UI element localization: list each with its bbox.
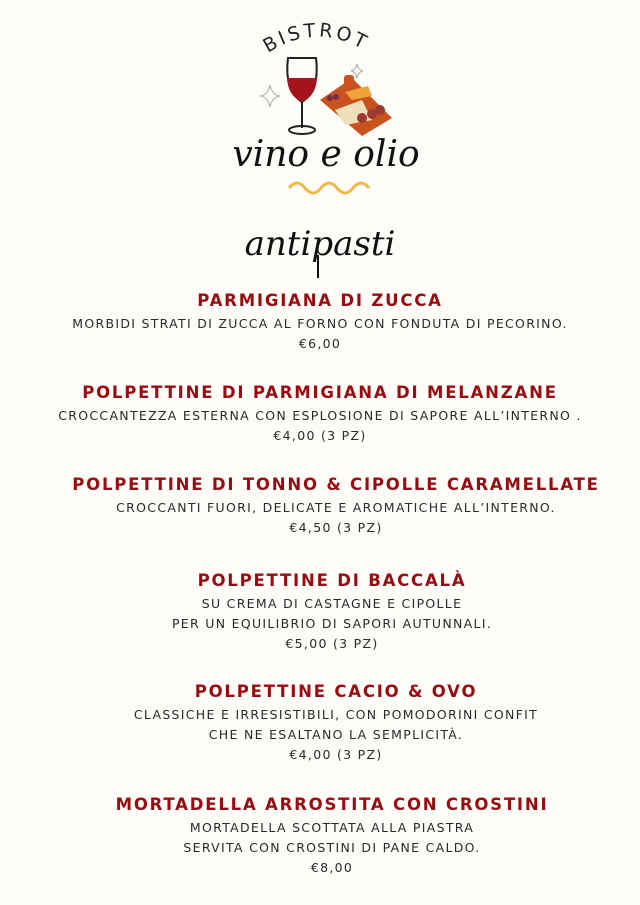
- item-title: MORTADELLA ARROSTITA CON CROSTINI: [115, 795, 549, 814]
- logo-name: vino e olio: [232, 134, 420, 175]
- menu-item: [12, 571, 640, 654]
- item-title: PARMIGIANA DI ZUCCA: [197, 291, 443, 310]
- section-title: antipasti: [244, 224, 396, 264]
- menu-item: [16, 682, 640, 765]
- charcuterie-board-icon: [320, 75, 392, 136]
- bistrot-logo: [0, 0, 640, 290]
- menu-item: [0, 383, 640, 446]
- item-title: POLPETTINE DI PARMIGIANA DI MELANZANE: [82, 383, 558, 402]
- item-description: SU CREMA DI CASTAGNE E CIPOLLE: [201, 596, 463, 611]
- item-price: €4,50 (3 PZ): [289, 520, 383, 535]
- item-price: €4,00 (3 PZ): [273, 428, 367, 443]
- menu-item: [12, 795, 640, 878]
- item-price: €6,00: [298, 336, 342, 351]
- item-description: MORTADELLA SCOTTATA ALLA PIASTRA: [189, 820, 475, 835]
- item-price: €4,00 (3 PZ): [289, 747, 383, 762]
- menu-item: [16, 475, 640, 538]
- item-title: POLPETTINE DI TONNO & CIPOLLE CARAMELLATE: [72, 475, 600, 494]
- logo-top-text: BISTROT: [259, 19, 373, 58]
- item-description: PER UN EQUILIBRIO DI SAPORI AUTUNNALI.: [171, 616, 493, 631]
- wave-decoration: [289, 183, 369, 193]
- item-description: MORBIDI STRATI DI ZUCCA AL FORNO CON FONDUTA DI PECORINO.: [72, 316, 568, 331]
- item-description: CLASSICHE E IRRESISTIBILI, CON POMODORINI CONFIT: [133, 707, 539, 722]
- menu-item: [0, 291, 640, 354]
- item-description: SERVITA CON CROSTINI DI PANE CALDO.: [183, 840, 481, 855]
- item-price: €8,00: [310, 860, 354, 875]
- item-description: CROCCANTEZZA ESTERNA CON ESPLOSIONE DI SAPORE ALL’INTERNO .: [58, 408, 582, 423]
- item-title: POLPETTINE CACIO & OVO: [194, 682, 478, 701]
- item-price: €5,00 (3 PZ): [285, 636, 379, 651]
- item-description: CROCCANTI FUORI, DELICATE E AROMATICHE ALL’INTERNO.: [116, 500, 556, 515]
- item-title: POLPETTINE DI BACCALÀ: [197, 571, 467, 590]
- item-description: CHE NE ESALTANO LA SEMPLICITÀ.: [208, 727, 464, 742]
- wine-glass-icon: [287, 58, 317, 134]
